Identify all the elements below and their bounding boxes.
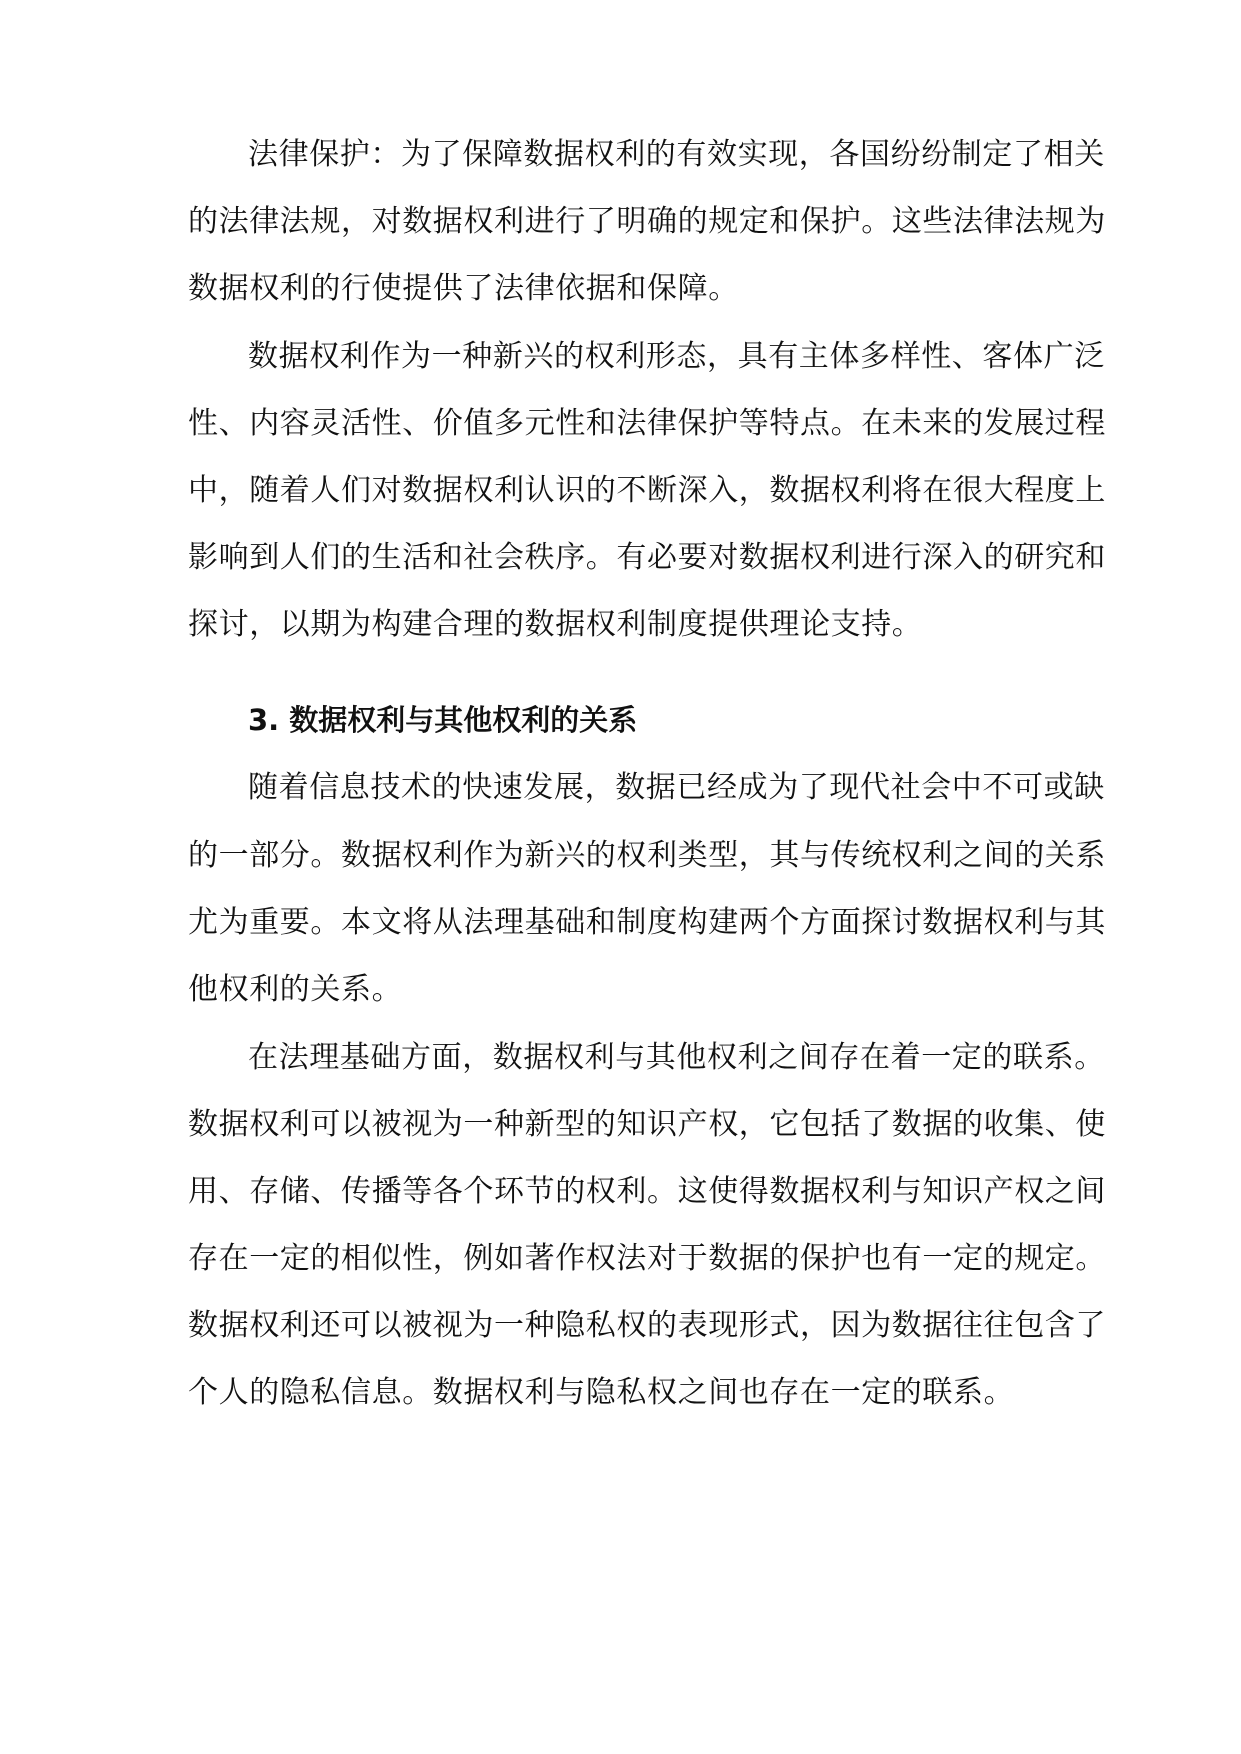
section-paragraph-2-line-4: 存在一定的相似性，例如著作权法对于数据的保护也有一定的规定。 <box>188 1241 1106 1276</box>
paragraph-1-line-2: 的法律法规，对数据权利进行了明确的规定和保护。这些法律法规为 <box>188 204 1106 239</box>
section-paragraph-1-line-3: 尤为重要。本文将从法理基础和制度构建两个方面探讨数据权利与其 <box>188 905 1106 940</box>
section-paragraph-1-line-1: 随着信息技术的快速发展，数据已经成为了现代社会中不可或缺 <box>248 770 1105 805</box>
section-paragraph-1-line-2: 的一部分。数据权利作为新兴的权利类型，其与传统权利之间的关系 <box>188 838 1106 873</box>
section-paragraph-2-line-5: 数据权利还可以被视为一种隐私权的表现形式，因为数据往往包含了 <box>188 1308 1106 1343</box>
section-paragraph-2-line-1: 在法理基础方面，数据权利与其他权利之间存在着一定的联系。 <box>248 1040 1105 1075</box>
section-paragraph-2-line-2: 数据权利可以被视为一种新型的知识产权，它包括了数据的收集、使 <box>188 1107 1106 1142</box>
section-paragraph-1-line-4: 他权利的关系。 <box>188 972 403 1007</box>
paragraph-1-line-3: 数据权利的行使提供了法律依据和保障。 <box>188 271 739 306</box>
section-paragraph-2-line-6: 个人的隐私信息。数据权利与隐私权之间也存在一定的联系。 <box>188 1375 1015 1410</box>
paragraph-2-line-3: 中，随着人们对数据权利认识的不断深入，数据权利将在很大程度上 <box>188 473 1106 508</box>
section-paragraph-2-line-3: 用、存储、传播等各个环节的权利。这使得数据权利与知识产权之间 <box>188 1174 1106 1209</box>
paragraph-1-line-1: 法律保护：为了保障数据权利的有效实现，各国纷纷制定了相关 <box>248 137 1105 172</box>
section-heading: 3. 数据权利与其他权利的关系 <box>248 703 638 737</box>
paragraph-2-line-1: 数据权利作为一种新兴的权利形态，具有主体多样性、客体广泛 <box>248 339 1105 374</box>
paragraph-2-line-2: 性、内容灵活性、价值多元性和法律保护等特点。在未来的发展过程 <box>188 406 1106 441</box>
paragraph-2-line-4: 影响到人们的生活和社会秩序。有必要对数据权利进行深入的研究和 <box>188 540 1106 575</box>
paragraph-2-line-5: 探讨，以期为构建合理的数据权利制度提供理论支持。 <box>188 607 923 642</box>
